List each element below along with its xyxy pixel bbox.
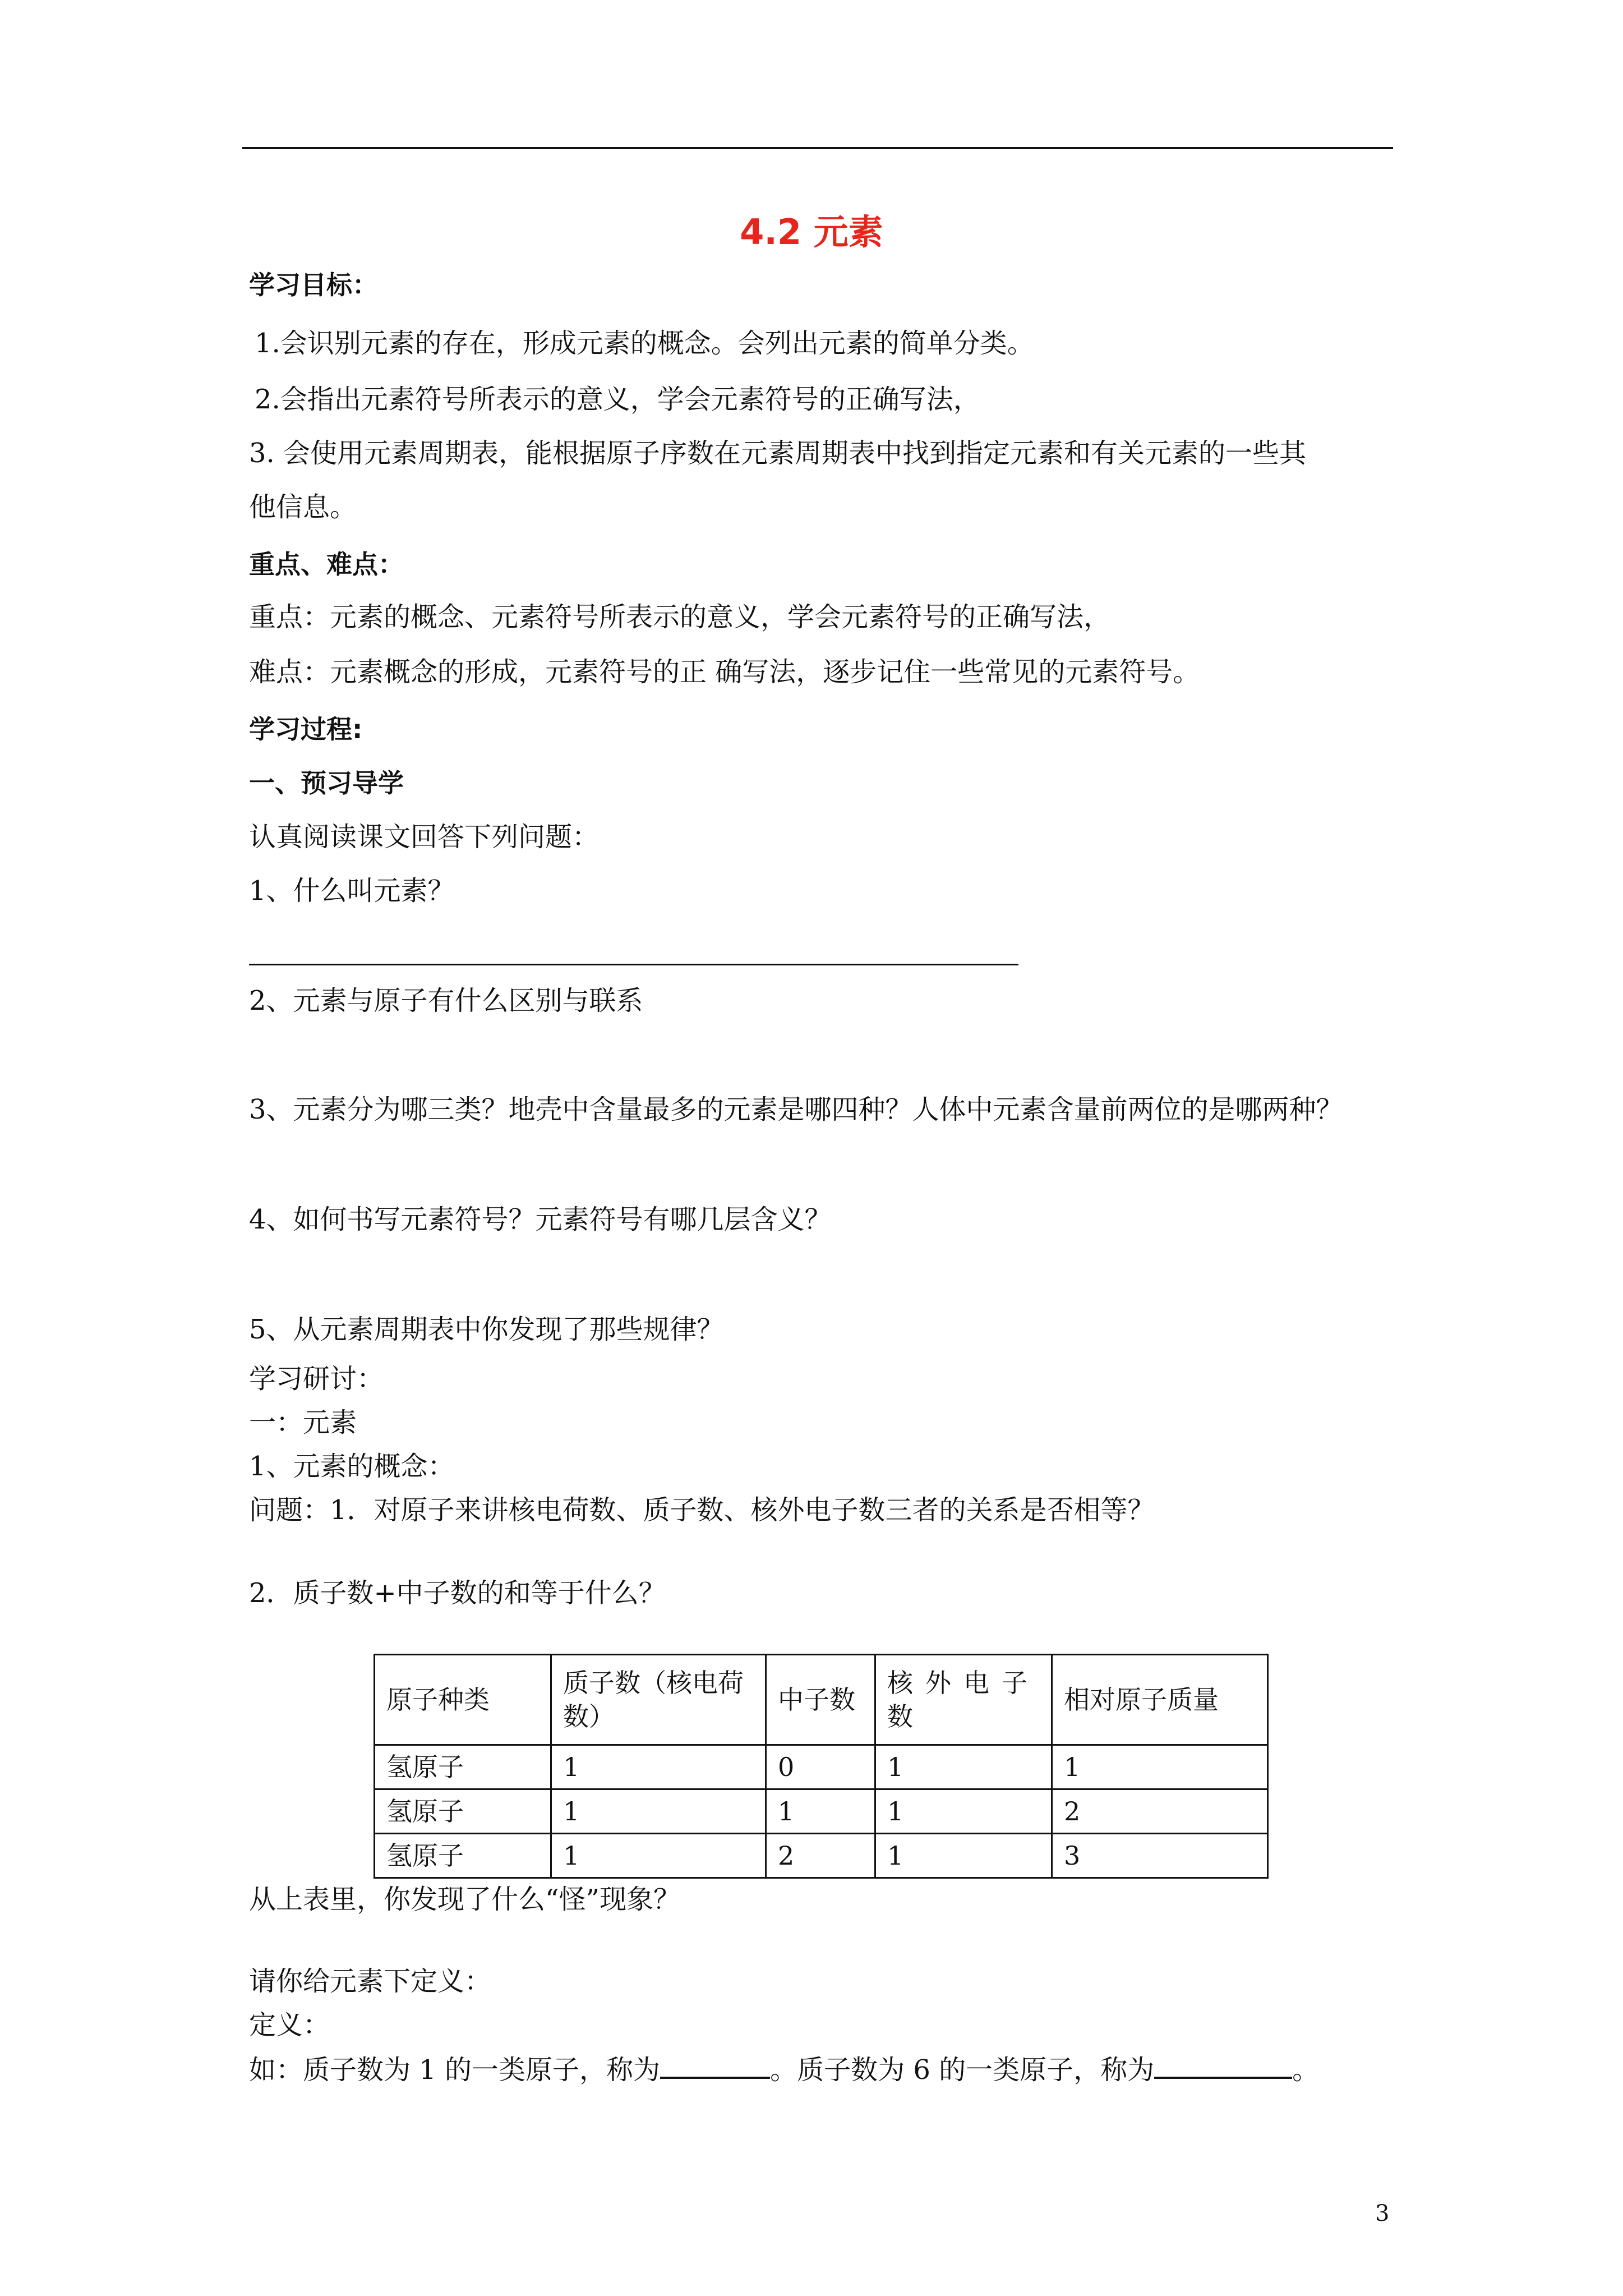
element-concept-label: 1、元素的概念： [249,1451,455,1482]
table-row [375,1745,1268,1789]
answer-line [249,964,1018,965]
cell-mass: 3 [1052,1834,1268,1878]
cell-atom-type: 氢原子 [375,1789,551,1834]
key-points-heading: 重点、难点： [249,549,404,579]
objective-1: 1.会识别元素的存在，形成元素的概念。会列出元素的简单分类。 [255,328,1034,359]
header-neutron-count: 中子数 [766,1655,875,1745]
header-atom-type: 原子种类 [375,1655,551,1745]
cell-neutron: 2 [766,1834,875,1878]
study-question-1: 问题：1．对原子来讲核电荷数、质子数、核外电子数三者的关系是否相等？ [249,1494,1155,1526]
cell-proton: 1 [551,1745,766,1789]
header-relative-mass: 相对原子质量 [1052,1655,1268,1745]
question-5: 5、从元素周期表中你发现了那些规律？ [249,1314,724,1345]
reading-instruction: 认真阅读课文回答下列问题： [249,821,600,853]
process-heading: 学习过程: [249,714,363,744]
cell-neutron: 0 [766,1745,875,1789]
difficulty-text: 难点：元素概念的形成，元素符号的正 确写法，逐步记住一些常见的元素符号。 [249,656,1200,688]
study-question-2: 2．质子数+中子数的和等于什么？ [249,1577,666,1609]
cell-mass: 1 [1052,1745,1268,1789]
table-row [375,1834,1268,1878]
preview-section-heading: 一、预习导学 [249,768,404,798]
objective-3-cont: 他信息。 [249,491,357,523]
question-4: 4、如何书写元素符号？元素符号有哪几层含义？ [249,1204,832,1235]
header-rule [242,147,1393,149]
cell-atom-type: 氢原子 [375,1745,551,1789]
definition-label: 定义： [249,2009,330,2041]
answer-blank-1[interactable] [660,2050,770,2079]
table-header-row [375,1655,1268,1745]
cell-electron: 1 [875,1789,1052,1834]
cell-mass: 2 [1052,1789,1268,1834]
focus-text: 重点：元素的概念、元素符号所表示的意义，学会元素符号的正确写法， [249,601,1111,633]
cell-electron: 1 [875,1745,1052,1789]
question-3: 3、元素分为哪三类？地壳中含量最多的元素是哪四种？人体中元素含量前两位的是哪两种？ [249,1094,1343,1125]
header-electron-count: 核外电子数 [875,1655,1052,1745]
cell-atom-type: 氢原子 [375,1834,551,1878]
table-row [375,1789,1268,1834]
study-section-element: 一：元素 [249,1407,357,1438]
question-2: 2、元素与原子有什么区别与联系 [249,985,643,1016]
header-proton-count: 质子数（核电荷数） [551,1655,766,1745]
objective-2: 2.会指出元素符号所表示的意义，学会元素符号的正确写法， [255,384,980,415]
example-part-1: 如：质子数为 1 的一类原子，称为 [249,2054,661,2086]
example-part-3: 。 [1292,2054,1320,2086]
atom-table [374,1654,1269,1879]
cell-electron: 1 [875,1834,1052,1878]
page-number: 3 [1375,2201,1390,2226]
cell-proton: 1 [551,1789,766,1834]
study-heading: 学习研讨： [249,1363,384,1395]
example-sentence [249,2050,1319,2088]
answer-blank-2[interactable] [1154,2050,1292,2079]
question-1: 1、什么叫元素？ [249,875,455,907]
cell-neutron: 1 [766,1789,875,1834]
table-observation-question: 从上表里，你发现了什么“怪”现象？ [249,1884,681,1915]
cell-proton: 1 [551,1834,766,1878]
define-prompt: 请你给元素下定义： [249,1966,492,1997]
objective-3: 3. 会使用元素周期表，能根据原子序数在元素周期表中找到指定元素和有关元素的一些其 [249,438,1307,469]
page-title: 4.2 元素 [740,211,883,252]
objectives-heading: 学习目标： [249,270,378,300]
example-part-2: 。质子数为 6 的一类原子，称为 [770,2054,1155,2086]
